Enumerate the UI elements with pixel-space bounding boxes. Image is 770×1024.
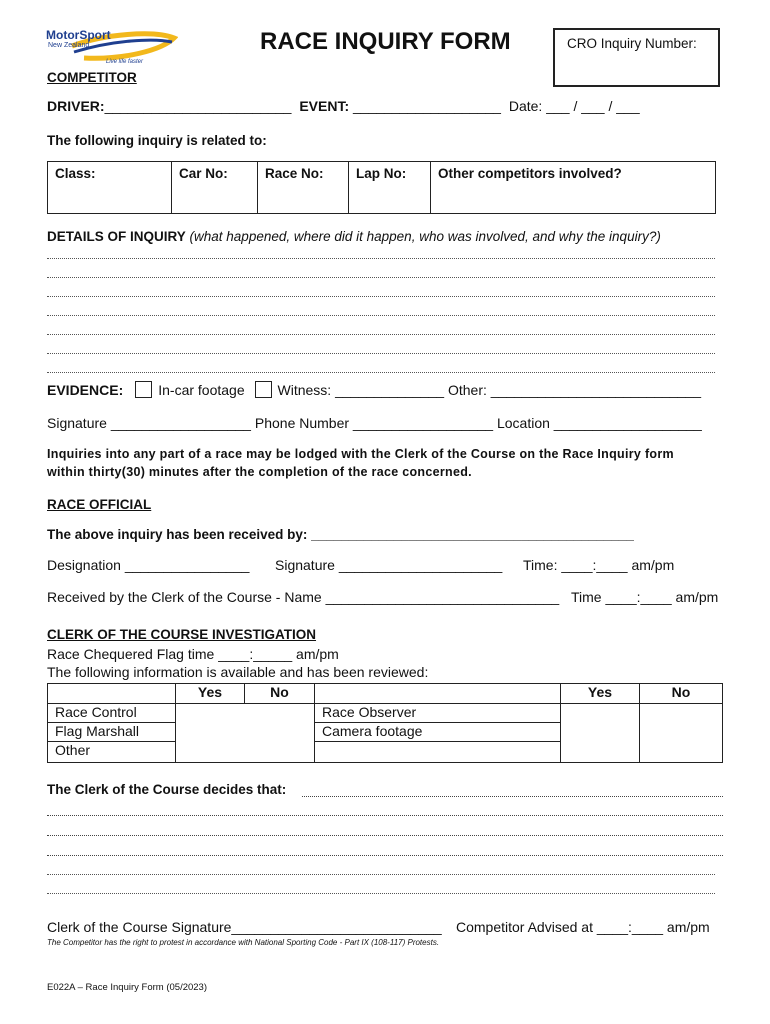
- information-reviewed-table: [47, 683, 723, 763]
- details-line[interactable]: [47, 315, 715, 316]
- decision-line[interactable]: [47, 874, 715, 875]
- camera-footage-label: Camera footage: [315, 723, 561, 742]
- cro-label: CRO Inquiry Number:: [567, 36, 697, 51]
- details-line[interactable]: [47, 372, 715, 373]
- evidence-label: EVIDENCE:: [47, 382, 124, 398]
- incar-footage-checkbox[interactable]: [135, 381, 152, 398]
- date-field[interactable]: Date: ___ / ___ / ___: [508, 98, 640, 114]
- info-reviewed-label: The following information is available and has been reviewed:: [47, 664, 429, 680]
- phone-number-field[interactable]: Phone Number __________________: [254, 415, 494, 431]
- inquiry-details-table: [47, 161, 716, 214]
- logo-text: MotorSport: [46, 28, 111, 42]
- related-label: The following inquiry is related to:: [47, 133, 267, 148]
- witness-field[interactable]: Witness: ______________: [277, 382, 445, 398]
- location-field[interactable]: Location ___________________: [496, 415, 702, 431]
- cro-number-box[interactable]: [553, 28, 720, 87]
- details-label: DETAILS OF INQUIRY: [47, 229, 186, 244]
- clerk-signature-field[interactable]: Clerk of the Course Signature___________________________: [47, 919, 442, 935]
- class-cell[interactable]: [48, 162, 172, 214]
- lodging-notice-line2: within thirty(30) minutes after the completion of the race concerned.: [47, 465, 472, 479]
- empty-right-label: [315, 742, 561, 763]
- right-no-cell[interactable]: [640, 704, 723, 763]
- car-no-label: Car No:: [179, 166, 228, 181]
- logo-tagline: Live life faster: [106, 59, 144, 65]
- lap-no-cell[interactable]: [349, 162, 431, 214]
- other-label: Other: [48, 742, 176, 763]
- event-field[interactable]: ___________________: [353, 98, 501, 114]
- details-line[interactable]: [47, 296, 715, 297]
- decision-line[interactable]: [302, 796, 723, 797]
- other-competitors-label: Other competitors involved?: [438, 166, 622, 181]
- details-line[interactable]: [47, 334, 715, 335]
- protest-note: The Competitor has the right to protest in accordance with National Sporting Code - Part IX (108-117) Protests.: [47, 938, 440, 947]
- table-header-cell: [48, 684, 176, 704]
- race-official-heading: RACE OFFICIAL: [47, 497, 152, 512]
- race-no-cell[interactable]: [258, 162, 349, 214]
- motorsport-nz-logo: [44, 26, 178, 68]
- race-no-label: Race No:: [265, 166, 324, 181]
- details-line[interactable]: [47, 353, 715, 354]
- driver-field[interactable]: ________________________: [104, 98, 292, 114]
- received-by-field[interactable]: The above inquiry has been received by: ___________________________________________: [47, 527, 634, 542]
- table-header-cell: [315, 684, 561, 704]
- form-title: RACE INQUIRY FORM: [260, 28, 511, 55]
- signature-row: [47, 415, 702, 431]
- class-label: Class:: [55, 166, 96, 181]
- yes-header: Yes: [561, 684, 640, 704]
- decision-line[interactable]: [47, 893, 715, 894]
- decision-line[interactable]: [47, 835, 723, 836]
- other-competitors-cell[interactable]: [431, 162, 716, 214]
- competitor-advised-field[interactable]: Competitor Advised at ____:____ am/pm: [456, 919, 710, 935]
- car-no-cell[interactable]: [172, 162, 258, 214]
- official-time-field[interactable]: Time: ____:____ am/pm: [523, 557, 675, 573]
- clerk-name-field[interactable]: Received by the Clerk of the Course - Name ______________________________: [47, 589, 560, 605]
- designation-field[interactable]: Designation ________________: [47, 557, 250, 573]
- witness-checkbox[interactable]: [255, 381, 272, 398]
- investigation-heading: CLERK OF THE COURSE INVESTIGATION: [47, 627, 317, 642]
- flag-marshall-label: Flag Marshall: [48, 723, 176, 742]
- no-header: No: [640, 684, 723, 704]
- lap-no-label: Lap No:: [356, 166, 407, 181]
- evidence-row: [47, 381, 701, 398]
- official-signature-field[interactable]: Signature _____________________: [275, 557, 503, 573]
- other-evidence-field[interactable]: Other: ___________________________: [447, 382, 702, 398]
- details-line[interactable]: [47, 277, 715, 278]
- details-heading: [47, 229, 661, 244]
- incar-footage-label: In-car footage: [158, 382, 245, 398]
- competitor-signature-field[interactable]: Signature __________________: [47, 415, 251, 431]
- clerk-time-field[interactable]: Time ____:____ am/pm: [571, 589, 719, 605]
- right-yes-cell[interactable]: [561, 704, 640, 763]
- no-header: No: [245, 684, 315, 704]
- logo-subtext: New Zealand: [48, 42, 90, 49]
- left-yes-no-cell[interactable]: [176, 704, 315, 763]
- decision-line[interactable]: [47, 815, 723, 816]
- competitor-heading: COMPETITOR: [47, 70, 137, 85]
- event-label: EVENT:: [299, 98, 350, 114]
- form-code: E022A – Race Inquiry Form (05/2023): [47, 982, 208, 993]
- race-control-label: Race Control: [48, 704, 176, 723]
- race-observer-label: Race Observer: [315, 704, 561, 723]
- driver-row: [47, 98, 640, 114]
- decision-line[interactable]: [47, 855, 723, 856]
- yes-header: Yes: [176, 684, 245, 704]
- clerk-decides-label: The Clerk of the Course decides that:: [47, 782, 287, 797]
- lodging-notice-line1: Inquiries into any part of a race may be lodged with the Clerk of the Course on the Race Inquiry form: [47, 447, 674, 461]
- driver-label: DRIVER:: [47, 98, 105, 114]
- details-line[interactable]: [47, 258, 715, 259]
- details-hint: (what happened, where did it happen, who was involved, and why the inquiry?): [189, 229, 661, 244]
- chequered-flag-time-field[interactable]: Race Chequered Flag time ____:_____ am/pm: [47, 646, 339, 662]
